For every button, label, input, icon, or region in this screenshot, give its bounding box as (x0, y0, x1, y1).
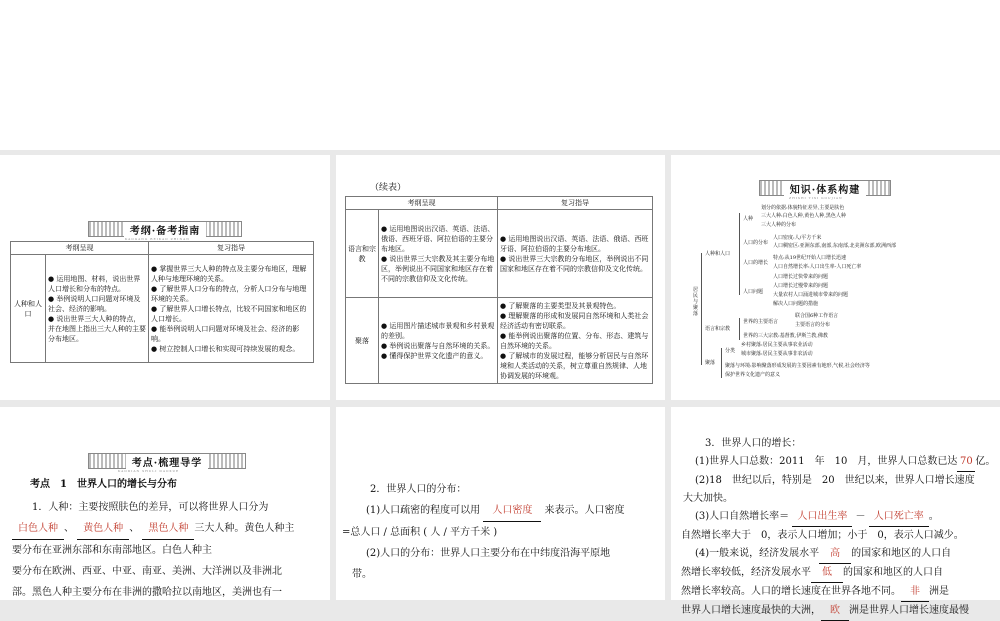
syllabus-cell (379, 210, 498, 298)
section-heading: 2．世界人口的分布： (370, 484, 467, 495)
paragraph (342, 479, 660, 585)
map-leaf: 大量农村人口涌进城市带来的问题 (773, 292, 849, 298)
map-node: 人口的增长 (743, 260, 769, 266)
list-item: ● 说出世界三大宗教及其主要分布地区，举例说出不同国家和地区存在着不同的宗教信仰及文化传统。 (381, 254, 495, 283)
section-banner (759, 180, 891, 196)
list-item: ● 树立控制人口增长和实现可持续发展的观念。 (151, 344, 300, 353)
map-leaf: 乡村聚落:居民主要从事农业活动 (741, 342, 813, 348)
review-cell (498, 298, 653, 384)
list-item: ● 运用地图说出汉语、英语、法语、俄语、西班牙语、阿拉伯语的主要分布地区。 (500, 234, 649, 253)
text: － (855, 511, 866, 522)
banner-subtitle: KAODIAN SHULI DAOXUE (118, 469, 180, 473)
map-leaf: 三大人种:白色人种,黄色人种,黑色人种 (761, 213, 846, 219)
text: 来表示。人口密度 (544, 505, 625, 516)
map-leaf: 保护世界文化遗产的意义 (725, 372, 781, 378)
answer-blank: 人口出生率 (792, 508, 852, 527)
section-banner (88, 453, 246, 469)
text: (3)人口自然增长率＝ (695, 511, 790, 522)
map-connector (739, 213, 740, 295)
list-item: ● 了解聚落的主要类型及其景观特色。 (500, 301, 621, 310)
banner-title: 考点·梳理导学 (126, 454, 208, 469)
text: (1)人口疏密的程度可以用 (366, 505, 481, 516)
text: 的国家和地区的人口自 (843, 567, 943, 578)
table-header: 复习指导 (149, 242, 314, 255)
answer-blank: 高 (819, 545, 851, 564)
slide-key-points[interactable] (0, 407, 330, 600)
banner-subtitle: KAOGANG BEIKAO ZHINAN (125, 237, 190, 241)
table-header: 复习指导 (498, 197, 653, 210)
text: 大大加快。 (683, 493, 733, 504)
map-leaf: 三大人种的分布 (761, 222, 797, 228)
text: 带。 (352, 569, 372, 580)
list-item: ● 能举例说出聚落的位置、分布、形态、建筑与自然环境的关系。 (500, 331, 649, 350)
text: 亿。 (975, 456, 996, 467)
text: 然增长率较高。人口的增长速度在世界各地不同。 (681, 586, 901, 597)
list-item: ● 理解聚落的形成和发展同自然环境和人类社会经济活动有密切联系。 (500, 311, 649, 330)
blank-top-area (0, 0, 1000, 150)
text: 世界人口增长速度最快的大洲， (681, 605, 821, 616)
section-banner (88, 221, 242, 237)
map-node: 人口问题 (743, 289, 764, 295)
answer-blank: 欧 (821, 602, 849, 621)
text: 要分布在欧洲、西亚、中亚、南亚、美洲、大洋洲以及非洲北 (12, 566, 282, 577)
slide-population-distribution[interactable] (336, 407, 665, 600)
slide-exam-guide-continued[interactable] (336, 155, 665, 400)
slide-exam-guide[interactable] (0, 155, 330, 400)
answer-blank: 黄色人种 (77, 518, 129, 540)
text: 要分布在亚洲东部和东南部地区。白色人种主 (12, 545, 212, 556)
text: 洲是世界人口增长速度最慢 (849, 605, 969, 616)
answer-blank: 人口密度 (483, 500, 541, 522)
map-leaf: 人口自然增长率:人口出生率-人口死亡率 (773, 264, 862, 270)
list-item: ● 运用图片描述城市景观和乡村景观的差别。 (381, 321, 495, 340)
map-node: 世界的三大宗教:基督教,伊斯兰教,佛教 (743, 333, 828, 339)
table-header: 考纲呈现 (346, 197, 498, 210)
map-leaf: 解决人口问题的措施 (773, 301, 819, 307)
map-leaf: 人口增长过快带来的问题 (773, 274, 829, 280)
text: 的国家和地区的人口自 (851, 548, 952, 559)
map-connector (739, 318, 740, 340)
answer-blank: 低 (811, 564, 843, 583)
row-label: 人种和人口 (11, 255, 46, 363)
syllabus-cell (379, 298, 498, 384)
text: 自然增长率大于 0，表示人口增加；小于 0，表示人口减少。 (681, 530, 964, 541)
table-header: 考纲呈现 (11, 242, 149, 255)
map-branch: 聚落 (705, 360, 716, 366)
list-item: ● 了解城市的发展过程，能够分析居民与自然环境和人类活动的关系，树立尊重自然规律、人地协调发展的环境观。 (500, 351, 649, 380)
map-node: 分类 (725, 348, 736, 354)
text: 、 (129, 523, 140, 534)
text: 三大人种。黄色人种主 (194, 523, 295, 534)
text: 然增长率较低，经济发展水平 (681, 567, 811, 578)
list-item: ● 了解世界人口分布的特点，分析人口分布与地理环境的关系。 (151, 284, 307, 303)
map-leaf: 城市聚落:居民主要从事非农活动 (741, 351, 813, 357)
map-node: 人口的分布 (743, 240, 769, 246)
list-item: ● 掌握世界三大人种的特点及主要分布地区，理解人种与地理环境的关系。 (151, 264, 307, 283)
text: 1．人种：主要按照肤色的差异，可以将世界人口分为 (32, 502, 269, 513)
map-connector (721, 348, 722, 378)
map-leaf: 人口密度:人/平方千米 (773, 235, 822, 241)
map-node: 世界的主要语言 (743, 319, 779, 325)
guide-table-continued (345, 196, 653, 384)
list-item: ● 说出世界三大宗教的分布地区，举例说出不同国家和地区存在着不同的宗教信仰及文化传统。 (500, 254, 649, 273)
answer-blank: 人口死亡率 (869, 508, 929, 527)
list-item: ● 举例说出聚落与自然环境的关系。 (381, 341, 495, 350)
answer-blank: 非 (901, 583, 929, 602)
text: (2)人口的分布：世界人口主要分布在中纬度沿海平原地 (366, 548, 611, 559)
answer-blank: 白色人种 (12, 518, 64, 540)
map-leaf: 划分的依据:体貌特征差异,主要是肤色 (761, 205, 845, 211)
list-item: ● 举例说明人口问题对环境及社会、经济的影响。 (48, 294, 141, 313)
map-leaf: 人口稠密区:亚洲东部,南部,东南部,北美洲东部,欧洲西部 (773, 243, 897, 249)
text: (2)18 世纪以后，特别是 20 世纪以来，世界人口增长速度 (695, 475, 975, 486)
syllabus-cell (46, 255, 149, 363)
list-item: ● 运用地图说出汉语、英语、法语、俄语、西班牙语、阿拉伯语的主要分布地区。 (381, 224, 495, 253)
banner-title: 考纲·备考指南 (124, 222, 206, 237)
review-cell (149, 255, 314, 363)
list-item: ● 了解世界人口增长特点，比较不同国家和地区的人口增长。 (151, 304, 307, 323)
guide-table (10, 241, 314, 363)
text: 部。黑色人种主要分布在非洲的撒哈拉以南地区，美洲也有一 (12, 587, 282, 598)
paragraph (12, 497, 324, 603)
list-item: ● 能举例说明人口问题对环境及社会、经济的影响。 (151, 324, 300, 343)
section-heading: 考点 1 世界人口的增长与分布 (30, 479, 177, 490)
map-root: 居民与聚落 (693, 287, 699, 317)
slide-population-growth[interactable] (671, 407, 1000, 616)
text: 洲是 (929, 586, 949, 597)
banner-subtitle: ZHISHI TIXI GOUJIAN (789, 196, 843, 200)
map-leaf: 人口增长过慢带来的问题 (773, 283, 829, 289)
map-branch: 人种和人口 (705, 251, 731, 257)
text: 、 (64, 523, 74, 534)
answer-blank: 黑色人种 (142, 518, 194, 540)
review-cell (498, 210, 653, 298)
text: 。 (928, 511, 939, 522)
answer-blank: 70 (957, 453, 975, 472)
table-caption: （续表） (370, 183, 407, 193)
list-item: ● 说出世界三大人种的特点，并在地图上指出三大人种的主要分布地区。 (48, 314, 146, 343)
text: =总人口 / 总面积 ( 人 / 平方千米 ) (342, 527, 498, 538)
map-leaf: 聚落与环境:影响聚落形成发展的主要因素有地形,气候,社会经济等 (725, 363, 870, 369)
section-heading: 3．世界人口的增长： (705, 438, 802, 449)
banner-title: 知识·体系构建 (784, 181, 866, 196)
map-connector (701, 253, 702, 365)
row-label: 语言和宗教 (346, 210, 379, 298)
map-leaf: 特点:从19世纪开始人口增长迅速 (773, 255, 847, 261)
map-leaf: 联合国6种工作语言 (795, 313, 839, 319)
list-item: ● 运用地图、材料，说出世界人口增长和分布的特点。 (48, 274, 141, 293)
text: (4)一般来说，经济发展水平 (695, 548, 820, 559)
text: (1)世界人口总数：2011 年 10 月，世界人口总数已达 (695, 456, 958, 467)
list-item: ● 懂得保护世界文化遗产的意义。 (381, 351, 488, 360)
slide-knowledge-map[interactable] (671, 155, 1000, 400)
map-node: 人种 (743, 216, 754, 222)
map-leaf: 主要语言的分布 (795, 322, 831, 328)
row-label: 聚落 (346, 298, 379, 384)
map-branch: 语言和宗教 (705, 326, 731, 332)
paragraph (681, 435, 999, 621)
